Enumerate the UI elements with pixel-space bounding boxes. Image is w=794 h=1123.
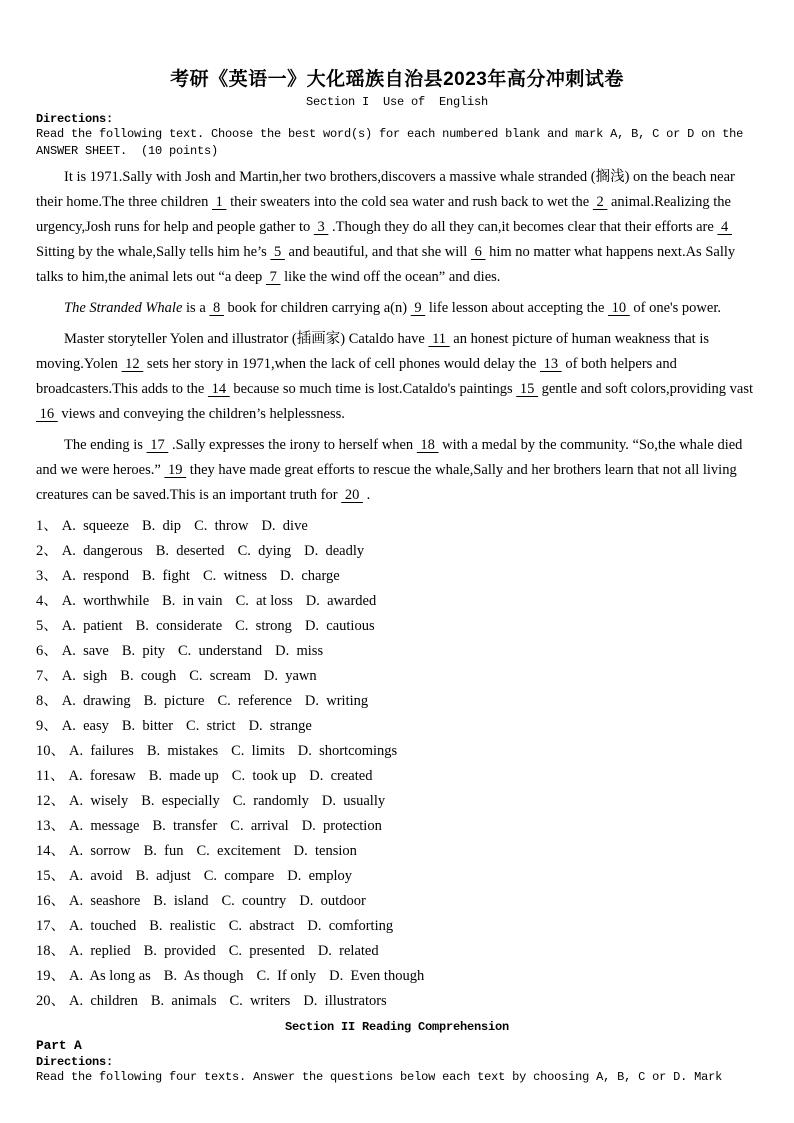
question-option: B. considerate bbox=[135, 617, 223, 634]
question-option: C. witness bbox=[202, 567, 267, 584]
question-number: 13、 bbox=[36, 817, 65, 834]
question-option: B. As though bbox=[163, 967, 244, 984]
section2-directions-text: Read the following four texts. Answer the questions below each text by choosing A, B, C or D. Mark bbox=[36, 1069, 723, 1084]
passage-paragraph: The Stranded Whale is a 8 book for children carrying a(n) 9 life lesson about accepting the 10 of one's power. bbox=[64, 299, 721, 316]
question-row bbox=[36, 689, 758, 714]
section2-directions-label: Directions: bbox=[36, 1054, 114, 1069]
question-option: A. touched bbox=[69, 917, 137, 934]
question-row bbox=[36, 814, 758, 839]
question-option: C. arrival bbox=[230, 817, 289, 834]
question-option: C. understand bbox=[177, 642, 263, 659]
question-row bbox=[36, 764, 758, 789]
question-option: C. took up bbox=[231, 767, 297, 784]
question-number: 14、 bbox=[36, 842, 65, 859]
question-option: C. writers bbox=[229, 992, 291, 1009]
question-option: C. compare bbox=[203, 867, 275, 884]
question-option: A. save bbox=[61, 642, 109, 659]
question-option: D. created bbox=[309, 767, 373, 784]
question-row bbox=[36, 664, 758, 689]
question-option: B. made up bbox=[148, 767, 219, 784]
question-row bbox=[36, 614, 758, 639]
section2-heading: Section II Reading Comprehension bbox=[284, 1019, 510, 1034]
question-option: D. related bbox=[317, 942, 379, 959]
question-option: A. avoid bbox=[69, 867, 123, 884]
question-option: A. sorrow bbox=[69, 842, 131, 859]
question-option: C. scream bbox=[189, 667, 251, 684]
question-option: C. dying bbox=[237, 542, 292, 559]
question-option: C. country bbox=[221, 892, 287, 909]
question-option: D. deadly bbox=[304, 542, 365, 559]
question-option: B. island bbox=[153, 892, 209, 909]
passage-paragraph: Master storyteller Yolen and illustrator (插画家) Cataldo have 11 an honest picture of human weakness that is moving.Yolen 12 sets her story in 1971,when the lack of cell phones would delay the 13 of both helpers and broadcasters.This adds to the 14 because so much time is lost.Cataldo's paintings 15 gentle and soft colors,providing vast 16 views and conveying the children’s helplessness. bbox=[36, 330, 754, 422]
question-option: C. excitement bbox=[196, 842, 281, 859]
question-row bbox=[36, 839, 758, 864]
question-option: D. employ bbox=[287, 867, 353, 884]
blank-7: 7 bbox=[265, 268, 281, 285]
question-option: B. fun bbox=[143, 842, 184, 859]
question-number: 12、 bbox=[36, 792, 65, 809]
question-number: 10、 bbox=[36, 742, 65, 759]
blank-6: 6 bbox=[470, 243, 486, 260]
question-row bbox=[36, 889, 758, 914]
question-number: 11、 bbox=[36, 767, 65, 784]
question-option: D. strange bbox=[248, 717, 312, 734]
question-option: D. awarded bbox=[305, 592, 377, 609]
question-option: A. drawing bbox=[61, 692, 131, 709]
question-option: A. failures bbox=[69, 742, 134, 759]
question-option: D. dive bbox=[261, 517, 308, 534]
question-option: A. easy bbox=[61, 717, 109, 734]
question-option: B. deserted bbox=[155, 542, 225, 559]
question-option: C. presented bbox=[228, 942, 305, 959]
question-option: D. charge bbox=[280, 567, 340, 584]
question-row bbox=[36, 789, 758, 814]
question-option: A. dangerous bbox=[61, 542, 143, 559]
question-number: 9、 bbox=[36, 717, 58, 734]
question-option: D. shortcomings bbox=[297, 742, 398, 759]
blank-10: 10 bbox=[608, 299, 630, 316]
question-option: D. Even though bbox=[329, 967, 425, 984]
question-row bbox=[36, 989, 758, 1014]
question-option: A. squeeze bbox=[61, 517, 129, 534]
question-row bbox=[36, 539, 758, 564]
question-option: B. mistakes bbox=[146, 742, 219, 759]
page-title: 考研《英语一》大化瑶族自治县2023年高分冲刺试卷 bbox=[170, 69, 624, 90]
question-row bbox=[36, 939, 758, 964]
question-option: B. adjust bbox=[135, 867, 191, 884]
blank-17: 17 bbox=[146, 436, 169, 453]
question-option: C. throw bbox=[194, 517, 249, 534]
question-list bbox=[36, 514, 758, 1014]
question-row bbox=[36, 964, 758, 989]
question-option: B. fight bbox=[142, 567, 190, 584]
question-option: C. strict bbox=[186, 717, 236, 734]
blank-9: 9 bbox=[410, 299, 426, 316]
blank-15: 15 bbox=[516, 380, 538, 397]
question-number: 18、 bbox=[36, 942, 65, 959]
question-option: D. miss bbox=[275, 642, 324, 659]
question-option: C. randomly bbox=[232, 792, 309, 809]
question-option: A. children bbox=[69, 992, 138, 1009]
blank-16: 16 bbox=[36, 405, 58, 422]
question-number: 6、 bbox=[36, 642, 58, 659]
blank-14: 14 bbox=[207, 380, 230, 397]
question-number: 2、 bbox=[36, 542, 58, 559]
passage bbox=[36, 165, 758, 508]
blank-3: 3 bbox=[313, 218, 329, 235]
question-option: A. message bbox=[69, 817, 140, 834]
question-option: B. pity bbox=[121, 642, 165, 659]
question-option: C. at loss bbox=[235, 592, 293, 609]
question-option: D. writing bbox=[304, 692, 369, 709]
question-option: A. seashore bbox=[69, 892, 141, 909]
question-number: 20、 bbox=[36, 992, 65, 1009]
blank-19: 19 bbox=[164, 461, 187, 478]
question-option: B. provided bbox=[143, 942, 216, 959]
question-option: D. yawn bbox=[263, 667, 317, 684]
question-option: B. cough bbox=[120, 667, 177, 684]
question-number: 19、 bbox=[36, 967, 65, 984]
question-option: A. wisely bbox=[69, 792, 129, 809]
section1-directions-text: Read the following text. Choose the best word(s) for each numbered blank and mark A, B, C or D on the ANSWER SHEET. (10 points) bbox=[36, 127, 751, 158]
question-option: B. picture bbox=[143, 692, 205, 709]
question-number: 4、 bbox=[36, 592, 58, 609]
question-number: 7、 bbox=[36, 667, 58, 684]
question-option: A. As long as bbox=[69, 967, 151, 984]
question-option: A. foresaw bbox=[68, 767, 136, 784]
question-number: 1、 bbox=[36, 517, 58, 534]
question-option: D. illustrators bbox=[303, 992, 387, 1009]
question-option: C. reference bbox=[217, 692, 292, 709]
question-option: A. worthwhile bbox=[61, 592, 150, 609]
question-option: B. especially bbox=[141, 792, 220, 809]
question-option: A. sigh bbox=[61, 667, 108, 684]
section1-directions-label: Directions: bbox=[36, 112, 114, 126]
passage-paragraph: The ending is 17 .Sally expresses the irony to herself when 18 with a medal by the community. “So,the whale died and we were heroes.” 19 they have made great efforts to rescue the whale,Sally and her brothers learn that not all living creatures can be saved.This is an important truth for 20 . bbox=[36, 436, 743, 503]
section1-heading: Section I Use of English bbox=[305, 95, 489, 109]
blank-12: 12 bbox=[121, 355, 144, 372]
blank-20: 20 bbox=[341, 486, 363, 503]
blank-5: 5 bbox=[270, 243, 285, 260]
part-a-label: Part A bbox=[36, 1037, 82, 1053]
question-option: A. patient bbox=[61, 617, 123, 634]
question-number: 3、 bbox=[36, 567, 58, 584]
question-row bbox=[36, 564, 758, 589]
question-row bbox=[36, 714, 758, 739]
question-option: A. respond bbox=[61, 567, 130, 584]
question-option: C. strong bbox=[235, 617, 292, 634]
passage-paragraph: It is 1971.Sally with Josh and Martin,her two brothers,discovers a massive whale stranded (搁浅) on the beach near their home.The three children 1 their sweaters into the cold sea water and rush back to wet the 2 animal.Realizing the urgency,Josh runs for help and people gather to 3 .Though they do all they can,it becomes clear that their efforts are 4 Sitting by the whale,Sally tells him he’s 5 and beautiful, and that she will 6 him no matter what happens next.As Sally talks to him,the animal lets out “a deep 7 like the wind off the ocean” and dies. bbox=[36, 168, 736, 285]
question-number: 17、 bbox=[36, 917, 65, 934]
question-row bbox=[36, 639, 758, 664]
blank-18: 18 bbox=[416, 436, 439, 453]
question-row bbox=[36, 739, 758, 764]
question-option: C. If only bbox=[256, 967, 317, 984]
question-row bbox=[36, 864, 758, 889]
blank-4: 4 bbox=[717, 218, 732, 235]
question-number: 15、 bbox=[36, 867, 65, 884]
question-option: B. dip bbox=[141, 517, 182, 534]
question-option: B. transfer bbox=[152, 817, 218, 834]
question-number: 8、 bbox=[36, 692, 58, 709]
blank-11: 11 bbox=[428, 330, 450, 347]
blank-2: 2 bbox=[592, 193, 608, 210]
question-option: A. replied bbox=[69, 942, 131, 959]
blank-1: 1 bbox=[211, 193, 227, 210]
question-row bbox=[36, 514, 758, 539]
question-number: 16、 bbox=[36, 892, 65, 909]
blank-8: 8 bbox=[209, 299, 224, 316]
question-option: D. tension bbox=[293, 842, 357, 859]
question-row bbox=[36, 914, 758, 939]
question-option: B. realistic bbox=[149, 917, 216, 934]
question-option: D. comforting bbox=[307, 917, 394, 934]
question-option: D. protection bbox=[301, 817, 382, 834]
question-number: 5、 bbox=[36, 617, 58, 634]
question-option: D. cautious bbox=[304, 617, 375, 634]
blank-13: 13 bbox=[539, 355, 562, 372]
question-option: C. abstract bbox=[228, 917, 295, 934]
question-option: C. limits bbox=[231, 742, 285, 759]
question-option: B. in vain bbox=[162, 592, 223, 609]
question-option: D. outdoor bbox=[299, 892, 366, 909]
question-option: D. usually bbox=[321, 792, 386, 809]
question-option: B. animals bbox=[150, 992, 217, 1009]
question-option: B. bitter bbox=[121, 717, 174, 734]
question-row bbox=[36, 589, 758, 614]
